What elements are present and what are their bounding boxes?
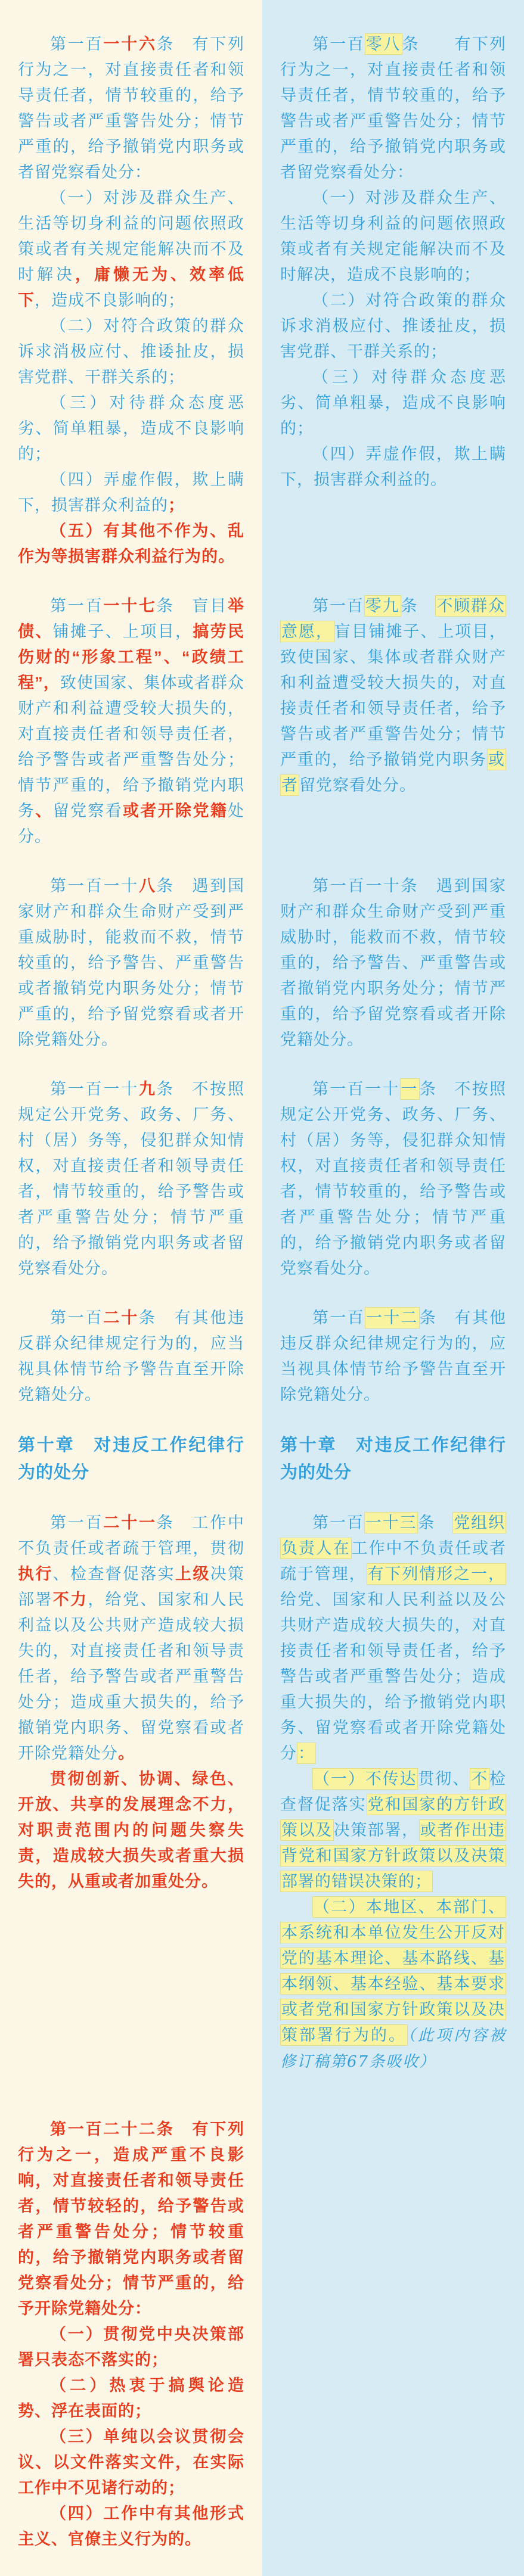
highlighted-original-text: 有下列情形之一， (367, 1563, 506, 1585)
text-run: 条 工作中不负责任或者疏于管理，贯彻 (18, 1514, 245, 1557)
revision-added-text: 上级 (175, 1565, 210, 1583)
revised-text-cell (0, 1305, 262, 1432)
text-run: 第一百 (50, 1514, 104, 1532)
text-run: 留党察看 (52, 802, 123, 820)
revision-added-text: ； (168, 496, 185, 514)
text-run: 第一百 (312, 597, 364, 615)
paragraph (18, 593, 244, 850)
text-run: （三）对待群众态度恶劣、简单粗暴，造成不良影响的； (18, 394, 244, 463)
text-run: 第一百 (312, 35, 365, 53)
text-run: 第一百一十 (312, 1080, 400, 1098)
text-run: 第一百 (50, 1309, 104, 1327)
original-text-cell (262, 1510, 524, 2099)
paragraph (18, 2117, 244, 2322)
revision-added-text: 八 (139, 877, 157, 895)
text-run: 决策部署， (333, 1821, 419, 1839)
paragraph (280, 441, 506, 493)
paragraph (280, 873, 506, 1053)
revision-added-text: 搞劳民伤财的“形象工程”、“政绩工程”， (18, 623, 245, 692)
highlighted-original-text: 一 (400, 1078, 420, 1100)
revised-text-cell (0, 2099, 262, 2576)
paragraph (18, 1510, 244, 1766)
chapter-heading: 第十章 对违反工作纪律行为的处分 (18, 1436, 244, 1482)
text-run: 处分。 (18, 802, 245, 845)
paragraph (18, 518, 244, 570)
revised-text-cell (0, 1510, 262, 2099)
highlighted-original-text: 党和国家的方针政策以及 (280, 1794, 506, 1841)
highlighted-original-text: （一）不传达 (312, 1768, 418, 1790)
original-text-cell (262, 2099, 524, 2576)
text-run: 条 不按照规定公开党务、政务、厂务、村（居）务等，侵犯群众知情权，对直接责任者和领导责任者，情节较重的，给予警告或者严重警告处分；情节严重的，给予撤销党内职务或者留党察看处分。 (280, 1080, 507, 1277)
paragraph (18, 467, 244, 518)
paragraph (18, 390, 244, 467)
text-run: 条 (401, 597, 436, 615)
paragraph (280, 593, 506, 798)
paragraph (280, 32, 506, 185)
text-run: 第一百 (50, 597, 104, 615)
paragraph (280, 1766, 506, 1894)
text-run: 第一百 (312, 1514, 364, 1532)
text-run: （一）对涉及群众生产、生活等切身利益的问题依照政策或者有关规定能解决而不及时解决 (18, 189, 244, 284)
revision-added-text: 二十 (103, 1309, 139, 1327)
text-run: 条 (418, 1514, 453, 1532)
paragraph (18, 1077, 244, 1281)
text-run: 检查督促落实 (280, 1770, 507, 1813)
revision-added-text: ，庸懒无为、效率低下 (18, 266, 244, 309)
revised-text-cell (0, 873, 262, 1077)
paragraph (18, 313, 244, 390)
highlighted-original-text: 不 (470, 1768, 489, 1790)
paragraph (280, 365, 506, 441)
text-run: 第一百一十 (50, 1080, 139, 1098)
text-run: 盲目铺摊子、上项目，致使国家、集体或者群众财产和利益遭受较大损失的，对直接责任者和领导责任者，给予警告或者严重警告处分；情节严重的，给予撤销党内职务 (280, 623, 506, 769)
chapter-heading: 第十章 对违反工作纪律行为的处分 (280, 1436, 506, 1482)
paragraph (18, 32, 244, 185)
revision-added-text: 一十六 (103, 35, 157, 53)
paragraph (18, 2501, 244, 2552)
paragraph (18, 1305, 244, 1408)
revised-text-cell (0, 1077, 262, 1305)
highlighted-original-text: 党组织负责人在 (280, 1512, 506, 1559)
revision-added-text: 、 (35, 802, 53, 820)
text-run: ，给党、国家和人民利益以及公共财产造成较大损失的，对直接责任者和领导责任者，给予警告或者严重警告处分；造成重大损失的，给予撤销党内职务、留党察看或者开除党籍处分 (18, 1591, 245, 1762)
text-run: ，造成不良影响的； (35, 291, 185, 309)
text-run: 贯彻、 (418, 1770, 470, 1788)
text-run: 工作中不负责任或者疏于管理， (280, 1539, 507, 1583)
revision-added-text: 。 (118, 1744, 135, 1762)
highlighted-original-text: 零九 (364, 595, 401, 617)
text-run: （二）对符合政策的群众诉求消极应付、推诿扯皮，损害党群、干群关系的； (18, 317, 244, 386)
revision-added-text: （一）贯彻党中央决策部署只表态不落实的； (18, 2325, 244, 2369)
paragraph (280, 1894, 506, 2075)
highlighted-original-text: 一十三 (364, 1512, 418, 1533)
text-run: 第一百一十条 遇到国家财产和群众生命财产受到严重威胁时，能救而不救，情节较重的，给予警告、严重警告或者撤销党内职务处分；情节严重的，给予留党察看或者开除党籍处分。 (280, 877, 506, 1049)
text-run: 第一百 (312, 1309, 365, 1327)
text-run: 铺摊子、上项目， (52, 623, 193, 640)
original-text-cell (262, 1432, 524, 1510)
revision-added-text: 二十一 (103, 1514, 157, 1532)
text-run: （四）弄虚作假，欺上瞒下，损害群众利益的 (18, 471, 244, 514)
text-run: 条 有其他违反群众纪律规定行为的，应当视具体情节给予警告直至开除党籍处分。 (18, 1309, 245, 1404)
text-run: 决策部署 (18, 1565, 245, 1609)
text-run: 给党、国家和人民利益以及公共财产造成较大损失的，对直接责任者和领导责任者，给予警告或者严重警告处分；造成重大损失的，给予撤销党内职务、留党察看或者开除党籍处分 (280, 1591, 506, 1762)
text-run: 条 有下列行为之一，对直接责任者和领导责任者，情节较重的，给予警告或者严重警告处分；情节严重的，给予撤销党内职务或者留党察看处分： (280, 35, 507, 181)
paragraph (280, 1510, 506, 1766)
revision-added-text: 举债、 (18, 597, 245, 640)
paragraph (18, 1766, 244, 1894)
paragraph (18, 2373, 244, 2424)
highlighted-original-text: 或者 (280, 749, 506, 796)
highlighted-original-text: 或者作出违背党和国家方针政策以及决策部署的错误决策的； (280, 1819, 506, 1892)
paragraph (18, 2322, 244, 2373)
revision-added-text: （四）工作中有其他形式主义、官僚主义行为的。 (18, 2505, 244, 2548)
paragraph (280, 288, 506, 365)
text-run: 条 不按照规定公开党务、政务、厂务、村（居）务等，侵犯群众知情权，对直接责任者和领导责任者，情节较重的，给予警告或者严重警告处分；情节严重的，给予撤销党内职务或者留党察看处分。 (18, 1080, 245, 1277)
text-run: 、检查督促落实 (52, 1565, 176, 1583)
paragraph (18, 873, 244, 1053)
revised-text-cell (0, 593, 262, 873)
revision-added-text: 贯彻创新、协调、绿色、开放、共享的发展理念不力，对职责范围内的问题失察失责，造成较大损失或者重大损失的，从重或者加重处分。 (18, 1770, 244, 1890)
highlighted-original-text: 零八 (365, 33, 402, 55)
text-run: （四）弄虚作假，欺上瞒下，损害群众利益的。 (280, 445, 506, 489)
original-text-cell (262, 593, 524, 873)
original-text-cell (262, 1305, 524, 1432)
original-text-cell (262, 0, 524, 593)
text-run: （三）对待群众态度恶劣、简单粗暴，造成不良影响的； (280, 368, 506, 437)
revised-text-cell (0, 0, 262, 593)
revision-added-text: 不力 (52, 1591, 88, 1609)
paragraph (18, 2424, 244, 2501)
text-run: 条 有下列行为之一，对直接责任者和领导责任者，情节较重的，给予警告或者严重警告处分；情节严重的，给予撤销党内职务或者留党察看处分： (18, 35, 245, 181)
text-run: 致使国家、集体或者群众财产和利益遭受较大损失的，对直接责任者和领导责任者，给予警告或者严重警告处分；情节严重的，给予撤销党内职务 (18, 674, 245, 820)
original-text-cell (262, 1077, 524, 1305)
paragraph (280, 1077, 506, 1281)
revised-text-cell (0, 1432, 262, 1510)
paragraph (280, 1305, 506, 1408)
revision-added-text: 第一百二十二条 有下列行为之一，造成严重不良影响，对直接责任者和领导责任者，情节较轻的，给予警告或者严重警告处分；情节较重的，给予撤销党内职务或者留党察看处分；情节严重的，给予开除党籍处分： (18, 2120, 244, 2317)
revision-added-text: （三）单纯以会议贯彻会议、以文件落实文件，在实际工作中不见诸行动的； (18, 2428, 244, 2497)
paragraph (18, 185, 244, 313)
highlighted-original-text: ： (297, 1743, 316, 1764)
text-run: 留党察看处分。 (299, 776, 416, 794)
text-run: 条 盲目 (156, 597, 228, 615)
text-run: 条 遇到国家财产和群众生命财产受到严重威胁时，能救而不救，情节较重的，给予警告、严重警告或者撤销党内职务处分；情节严重的，给予留党察看或者开除党籍处分。 (18, 877, 245, 1049)
text-run: （一）对涉及群众生产、生活等切身利益的问题依照政策或者有关规定能解决而不及时解决，造成不良影响的； (280, 189, 506, 284)
original-text-cell (262, 873, 524, 1077)
text-run: 第一百 (50, 35, 104, 53)
highlighted-original-text: （二）本地区、本部门、本系统和本单位发生公开反对党的基本理论、基本路线、基本纲领、基本经验、基本要求或者党和国家方针政策以及决策部署行为的。 (280, 1896, 506, 2046)
revision-added-text: 或者开除党籍 (123, 802, 228, 820)
revision-added-text: 九 (139, 1080, 157, 1098)
highlighted-original-text: 不顾群众意愿， (280, 595, 506, 642)
text-run: 第一百一十 (50, 877, 139, 895)
revision-added-text: 执行 (18, 1565, 53, 1583)
revision-added-text: （五）有其他不作为、乱作为等损害群众利益行为的。 (18, 522, 244, 565)
paragraph (280, 185, 506, 288)
text-run: （二）对符合政策的群众诉求消极应付、推诿扯皮，损害党群、干群关系的； (280, 291, 506, 360)
revision-added-text: （二）热衷于搞舆论造势、浮在表面的； (18, 2376, 244, 2420)
editor-note: （此项内容被修订稿第67条吸收） (280, 2027, 506, 2071)
revision-added-text: 一十七 (103, 597, 157, 615)
text-run: 条 有其他违反群众纪律规定行为的，应当视具体情节给予警告直至开除党籍处分。 (280, 1309, 507, 1404)
highlighted-original-text: 一十二 (365, 1307, 420, 1329)
